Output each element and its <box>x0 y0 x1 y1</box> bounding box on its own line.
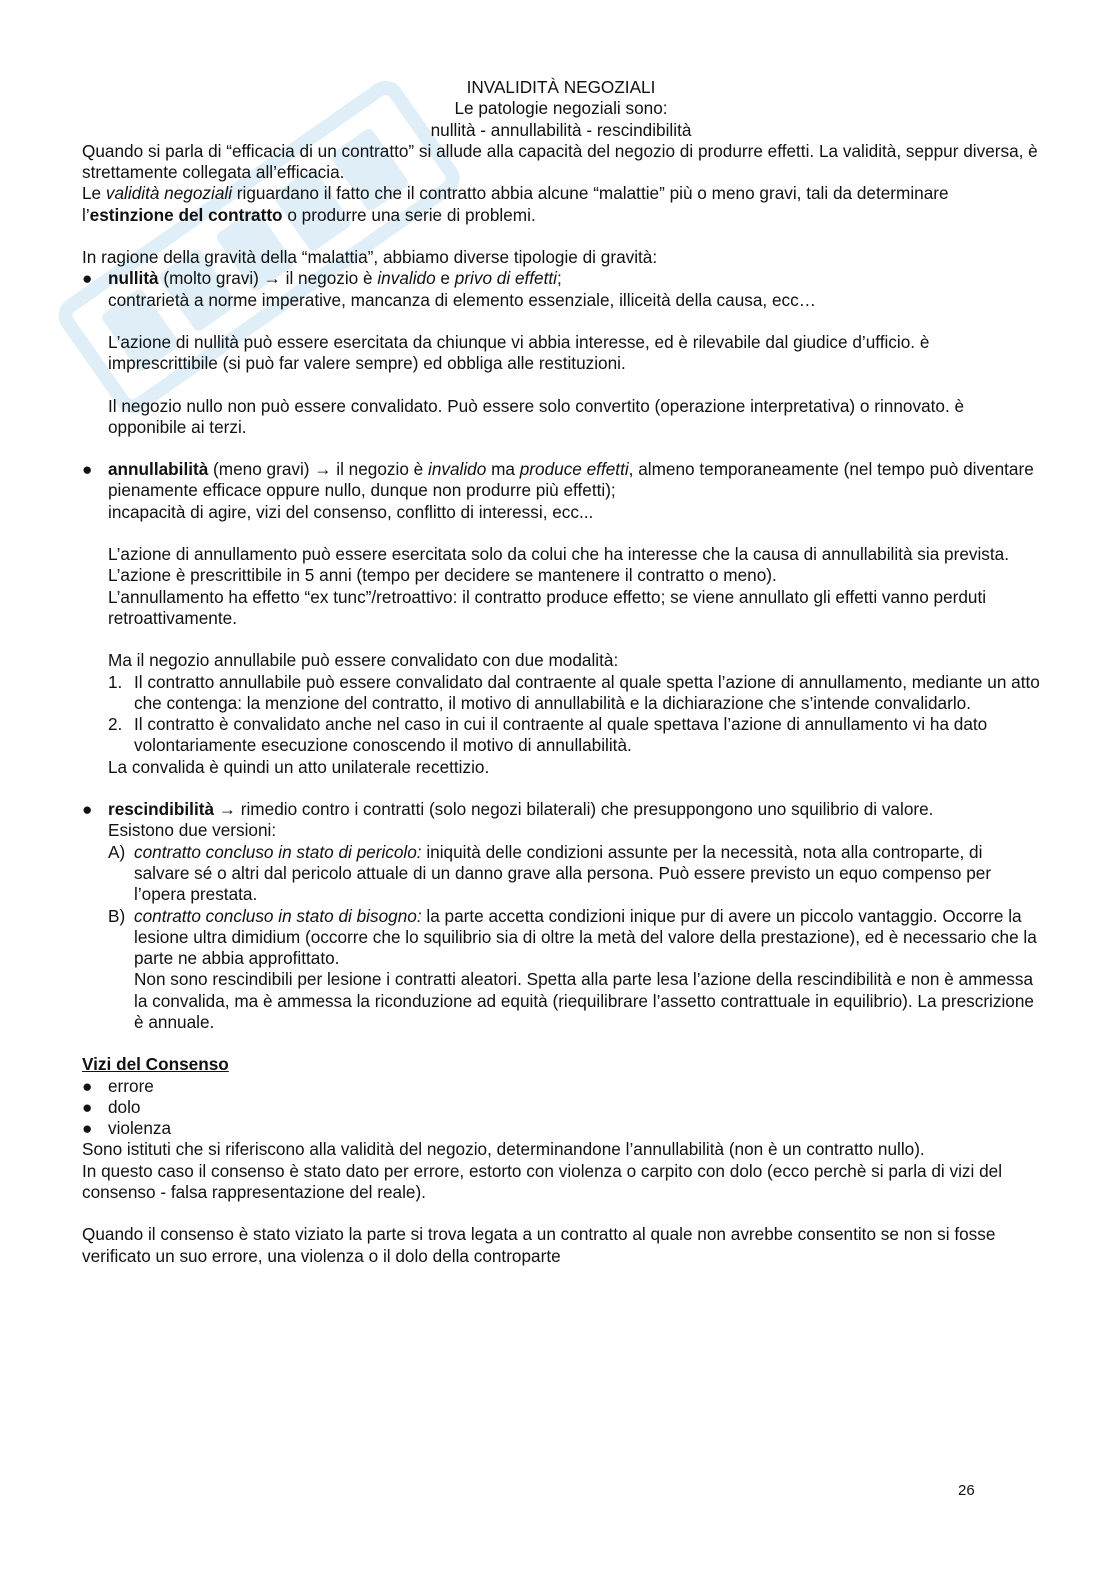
annullabilita-paragraph-1a: L’azione di annullamento può essere esercitata solo da colui che ha interesse che la causa di annullabilità sia prevista. <box>108 544 1009 565</box>
bullet-icon: ● <box>82 459 93 480</box>
vizi-paragraph-3: Quando il consenso è stato viziato la parte si trova legata a un contratto al quale non avrebbe consentito se non si fosse verificato un suo errore, una violenza o il dolo della controparte <box>82 1224 996 1266</box>
intro-paragraph-1: Quando si parla di “efficacia di un contratto” si allude alla capacità del negozio di produrre effetti. La validità, seppur diversa, è strettamente collegata all’efficacia. <box>82 140 1038 183</box>
document-subtitle-list: nullità - annullabilità - rescindibilità <box>430 119 692 140</box>
bullet-icon: ● <box>82 1096 93 1117</box>
list-item: ● dolo <box>82 1096 141 1117</box>
lettered-item-a: A) contratto concluso in stato di pericolo: iniquità delle condizioni assunte per la necessità, nota alla controparte, di salvare sé o altri dal pericolo attuale di un danno grave alla persona. Può essere previsto un equo compenso per l’opera prestata. <box>108 841 992 905</box>
document-subtitle: Le patologie negoziali sono: <box>454 98 668 119</box>
numbered-item-1: 1. Il contratto annullabile può essere convalidato dal contraente al quale spetta l’azione di annullamento, mediante un atto che contenga: la menzione del contratto, il motivo di annullabilità e la dichiarazione che s’intende convalidarlo. <box>108 671 1040 713</box>
list-item: ● errore <box>82 1075 154 1096</box>
vizi-paragraph-2: In questo caso il consenso è stato dato per errore, estorto con violenza o carpito con dolo (ecco perchè si parla di vizi del consenso - falsa rappresentazione del reale). <box>82 1160 1003 1203</box>
vizi-paragraph-1: Sono istituti che si riferiscono alla validità del negozio, determinandone l’annullabilità (non è un contratto nullo). <box>82 1139 925 1160</box>
annullabilita-paragraph-1c: L’annullamento ha effetto “ex tunc”/retroattivo: il contratto produce effetto; se viene annullato gli effetti vanno perduti retroattivamente. <box>108 586 987 628</box>
bullet-icon: ● <box>82 268 93 289</box>
lettered-item-b: B) contratto concluso in stato di bisogno: la parte accetta condizioni inique pur di avere un piccolo vantaggio. Occorre la lesione ultra dimidium (occorre che lo squilibrio sia di oltre la metà del valore della prestazione), ed è necessario che la parte ne abbia approfittato. Non sono rescindibili per lesione i contratti aleatori. Spetta alla parte lesa l’azione della rescindibilità e non è ammessa la convalida, ma è ammessa la riconduzione ad equità (riequilibrare l’assetto contrattuale in equilibrio). La prescrizione è annuale. <box>108 905 1037 1032</box>
document-title: INVALIDITÀ NEGOZIALI <box>466 77 656 97</box>
list-item: ● violenza <box>82 1118 172 1139</box>
page-number: 26 <box>958 1482 975 1499</box>
intro-paragraph-3: In ragione della gravità della “malattia”, abbiamo diverse tipologie di gravità: <box>82 247 658 268</box>
bullet-icon: ● <box>82 1075 93 1096</box>
numbered-item-2: 2. Il contratto è convalidato anche nel caso in cui il contraente al quale spettava l’azione di annullamento vi ha dato volontariamente esecuzione conoscendo il motivo di annullabilità. <box>108 714 988 756</box>
list-item-annullabilita: ● annullabilità (meno gravi) → il negozio è invalido ma produce effetti, almeno temporaneamente (nel tempo può diventare pienamente efficace oppure nullo, dunque non produrre più effetti); incapacità di agire, vizi del consenso, conflitto di interessi, ecc... L’azione di annullamento può essere esercitata solo da colui che ha interesse che la causa di annullabilità sia prevista. L’azione è prescrittibile in 5 anni (tempo per decidere se mantenere il contratto o meno). L’annullamento ha effetto “ex tunc”/retroattivo: il contratto produce effetto; se viene annullato gli effetti vanno perduti retroattivamente. Ma il negozio annullabile può essere convalidato con due modalità: <box>82 459 1040 671</box>
annullabilita-paragraph-1b: L’azione è prescrittibile in 5 anni (tempo per decidere se mantenere il contratto o meno). <box>108 565 777 586</box>
annullabilita-paragraph-2: Ma il negozio annullabile può essere convalidato con due modalità: <box>108 650 619 671</box>
bullet-icon: ● <box>82 799 93 820</box>
section-heading-vizi: Vizi del Consenso <box>82 1054 229 1075</box>
nullita-paragraph-1: L’azione di nullità può essere esercitata da chiunque vi abbia interesse, ed è rilevabile dal giudice d’ufficio. è imprescrittibile (si può far valere sempre) ed obbliga alle restituzioni. <box>108 331 930 374</box>
list-item-rescindibilita: ● rescindibilità → rimedio contro i contratti (solo negozi bilaterali) che presuppongono uno squilibrio di valore. Esistono due versioni: <box>82 799 934 841</box>
annullabilita-closing: La convalida è quindi un atto unilaterale recettizio. <box>108 756 490 777</box>
document-page <box>82 77 1040 1267</box>
bullet-icon: ● <box>82 1118 93 1139</box>
intro-paragraph-2: Le validità negoziali riguardano il fatto che il contratto abbia alcune “malattie” più o meno gravi, tali da determinare l’estinzione del contratto o produrre una serie di problemi. <box>82 183 949 225</box>
nullita-paragraph-2: Il negozio nullo non può essere convalidato. Può essere solo convertito (operazione interpretativa) o rinnovato. è opponibile ai terzi. <box>108 395 965 437</box>
list-item-nullita: ● nullità (molto gravi) → il negozio è invalido e privo di effetti; contrarietà a norme imperative, mancanza di elemento essenziale, illiceità della causa, ecc… L’azione di nullità può essere esercitata da chiunque vi abbia interesse, ed è rilevabile dal giudice d’ufficio. è imprescrittibile (si può far valere sempre) ed obbliga alle restituzioni. Il negozio nullo non può essere convalidato. Può essere solo convertito (operazione interpretativa) o rinnovato. è opponibile ai terzi. <box>82 268 1040 438</box>
